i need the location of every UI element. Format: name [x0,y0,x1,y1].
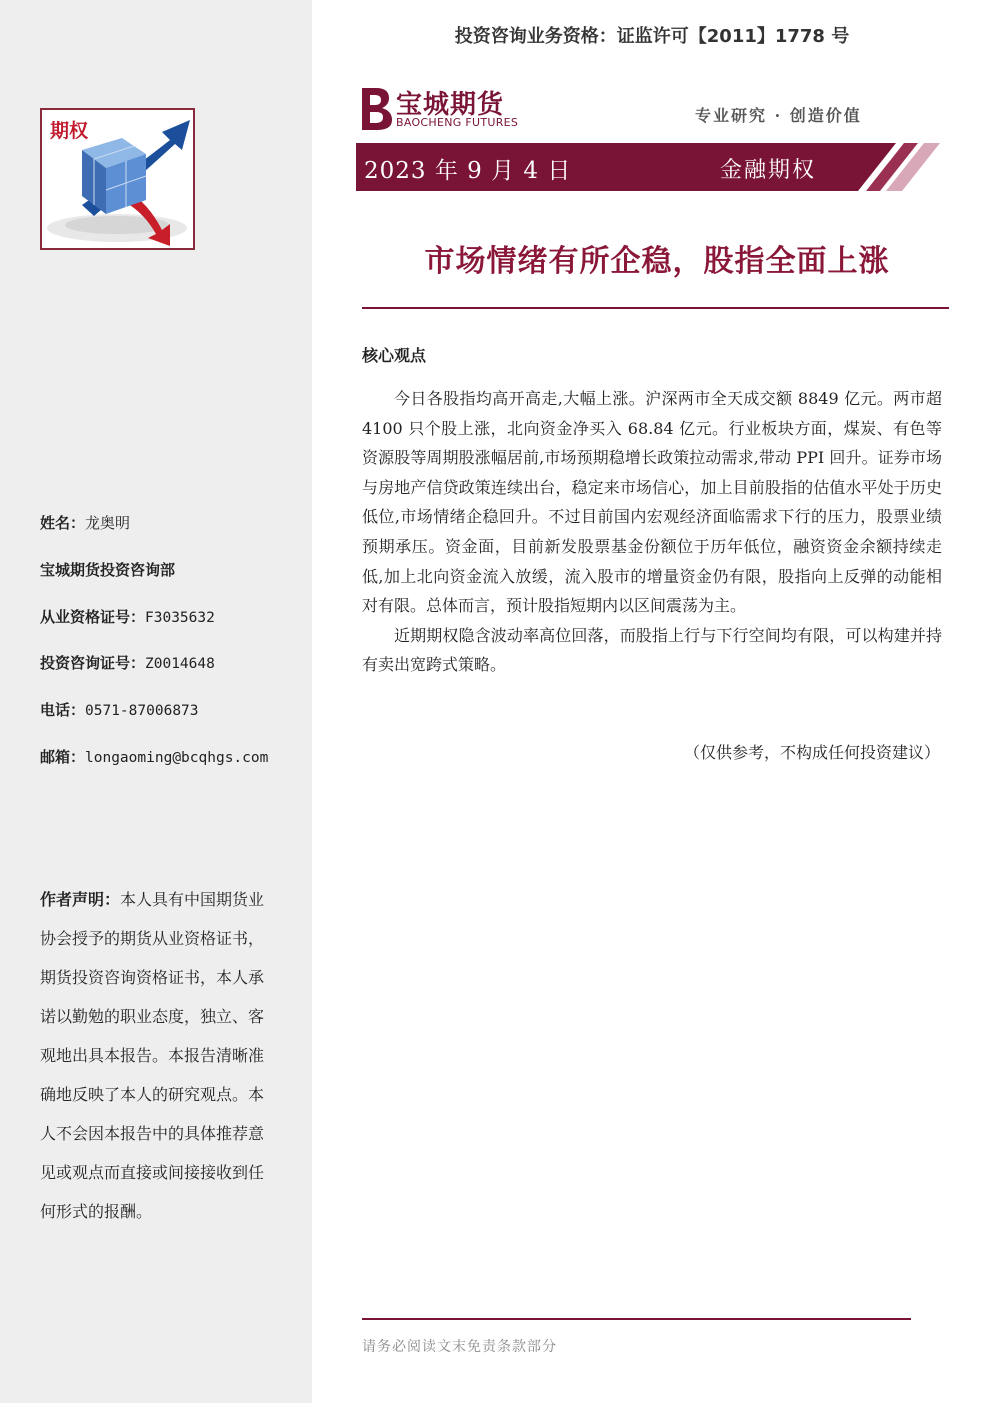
name-label: 姓名： [40,514,86,532]
license-header: 投资咨询业务资格：证监许可【2011】1778 号 [454,26,850,47]
title-divider [362,307,949,309]
brand-name-cn: 宝城期货 [396,90,505,120]
section-heading: 核心观点 [362,346,427,365]
date-banner [356,143,956,191]
statement-label: 作者声明： [40,890,121,909]
slogan: 专业研究 · 创造价值 [695,106,862,125]
body-paragraph-1: 今日各股指均高开高走,大幅上涨。沪深两市全天成交额 8849 亿元。两市超 4100 只个股上涨，北向资金净买入 68.84 亿元。行业板块方面，煤炭、有色等资源股等周期股涨幅居前,市场预期稳增长政策拉动需求,带动 PPI 回升。证券市场与房地产信贷政策连续出台，稳定来市场信心，加上目前股指的估值水平处于历史低位,市场情绪企稳回升。不过目前国内宏观经济面临需求下行的压力，股票业绩预期承压。资金面，目前新发股票基金份额位于历年低位，融资资金余额持续走低,加上北向资金流入放缓，流入股市的增量资金仍有限，股指向上反弹的动能相对有限。总体而言，预计股指短期内以区间震荡为主。 [362,389,942,616]
body-paragraph-2: 近期期权隐含波动率高位回落，而股指上行与下行空间均有限，可以构建并持有卖出宽跨式策略。 [362,625,942,675]
disclaimer: （仅供参考，不构成任何投资建议） [683,743,940,762]
brand-logo [356,86,526,132]
phone-value: 0571-87006873 [85,703,199,719]
name-value: 龙奥明 [85,514,131,532]
cover-image [40,108,195,250]
qualification-label: 从业资格证号： [40,608,146,626]
report-title: 市场情绪有所企稳，股指全面上涨 [424,244,890,279]
statement-text: 本人具有中国期货业协会授予的期货从业资格证书，期货投资咨询资格证书，本人承诺以勤勉的职业态度，独立、客观地出具本报告。本报告清晰准确地反映了本人的研究观点。本人不会因本报告中的具体推荐意见或观点而直接或间接接收到任何形式的报酬。 [40,890,265,1221]
consult-number [40,652,215,673]
phone-label: 电话： [40,701,86,719]
consult-label: 投资咨询证号： [40,654,146,672]
author-statement [40,880,272,1231]
consult-value: Z0014648 [145,656,215,672]
author-name [40,512,130,533]
qualification-value: F3035632 [145,610,215,626]
email-label: 邮箱： [40,748,86,766]
logo-b-icon [356,86,394,132]
footer-note: 请务必阅读文末免责条款部分 [362,1339,557,1355]
department [40,559,175,580]
brand-name-en: BAOCHENG FUTURES [396,116,519,129]
report-date: 2023 年 9 月 4 日 [364,158,572,184]
department-name: 宝城期货投资咨询部 [40,561,176,579]
report-category: 金融期权 [720,158,817,183]
cover-label: 期权 [50,120,89,142]
qualification-number [40,606,215,627]
footer-divider [362,1318,911,1320]
report-body [362,384,942,680]
phone [40,699,199,720]
email-value[interactable]: longaoming@bcqhgs.com [85,750,269,766]
email [40,746,268,767]
sidebar [0,0,312,1403]
